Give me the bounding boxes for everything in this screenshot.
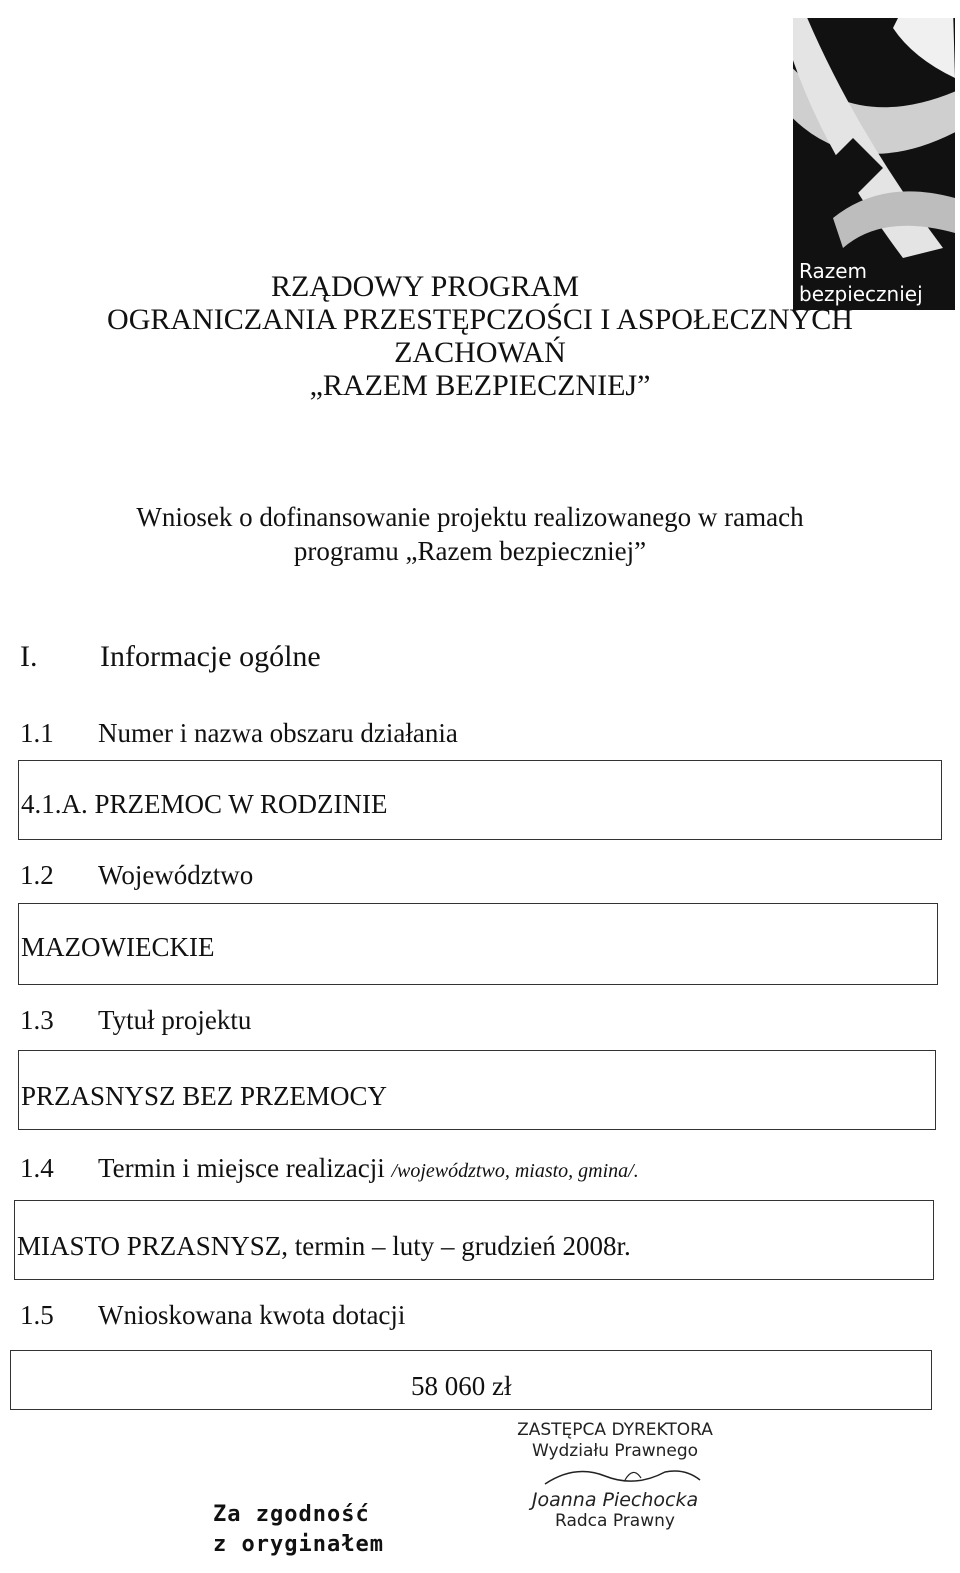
document-subtitle: [0, 500, 930, 568]
field-value-box-voivodeship: [18, 903, 938, 985]
field-label-grant-amount: [20, 1300, 405, 1331]
stamp-name: Joanna Piechocka: [531, 1489, 699, 1511]
field-number: 1.3: [20, 1005, 54, 1035]
certification-line-1: Za zgodność: [213, 1502, 370, 1527]
field-value-grant-amount: 58 060 zł: [411, 1371, 512, 1401]
field-label-text: Termin i miejsce realizacji: [98, 1153, 385, 1183]
stamp-role: Radca Prawny: [555, 1511, 675, 1531]
field-value-box-project-title: [18, 1050, 936, 1130]
field-value-box-term-place: [14, 1200, 934, 1280]
field-label-voivodeship: [20, 860, 253, 891]
field-label-text: Tytuł projektu: [98, 1005, 252, 1035]
field-label-text: Numer i nazwa obszaru działania: [98, 718, 458, 748]
field-value-project-title: PRZASNYSZ BEZ PRZEMOCY: [21, 1081, 388, 1111]
subtitle-line-1: Wniosek o dofinansowanie projektu realizowanego w ramach: [136, 502, 804, 532]
field-value-voivodeship: MAZOWIECKIE: [21, 932, 215, 962]
section-title: Informacje ogólne: [100, 640, 321, 673]
field-value-area: 4.1.A. PRZEMOC W RODZINIE: [21, 789, 388, 819]
title-line-4: „RAZEM BEZPIECZNIEJ”: [309, 369, 651, 402]
field-label-project-title: [20, 1005, 251, 1036]
stamp-position: ZASTĘPCA DYREKTORA: [517, 1420, 713, 1440]
subtitle-line-2: programu „Razem bezpieczniej”: [293, 536, 647, 566]
logo-text-line1: Razem: [799, 259, 867, 283]
field-label-text: Wnioskowana kwota dotacji: [98, 1300, 406, 1330]
section-heading: [20, 640, 321, 674]
field-number: 1.1: [20, 718, 54, 748]
field-value-box-grant-amount: [10, 1350, 932, 1410]
field-label-area: [20, 718, 458, 749]
stamp-department: Wydziału Prawnego: [531, 1441, 699, 1461]
title-line-1: RZĄDOWY PROGRAM: [270, 270, 580, 303]
field-label-hint: /województwo, miasto, gmina/.: [391, 1160, 639, 1182]
field-label-term-place: [20, 1153, 639, 1184]
field-value-term-place: MIASTO PRZASNYSZ, termin – luty – grudzień 2008r.: [17, 1231, 631, 1261]
document-title: [0, 270, 960, 402]
field-value-box-area: [18, 760, 942, 840]
logo-text-line2: bezpieczniej: [799, 282, 923, 306]
field-label-text: Województwo: [98, 860, 254, 890]
field-number: 1.5: [20, 1300, 54, 1330]
certification-stamp: [213, 1500, 384, 1560]
section-number: I.: [20, 640, 38, 673]
certification-line-2: z oryginałem: [213, 1532, 384, 1557]
title-line-3: ZACHOWAŃ: [394, 336, 566, 369]
field-number: 1.2: [20, 860, 54, 890]
title-line-2: OGRANICZANIA PRZESTĘPCZOŚCI I ASPOŁECZNYCH: [107, 303, 853, 336]
official-stamp: [470, 1420, 760, 1532]
program-logo: [793, 18, 955, 310]
field-number: 1.4: [20, 1153, 54, 1183]
handwritten-signature: [515, 1462, 715, 1490]
